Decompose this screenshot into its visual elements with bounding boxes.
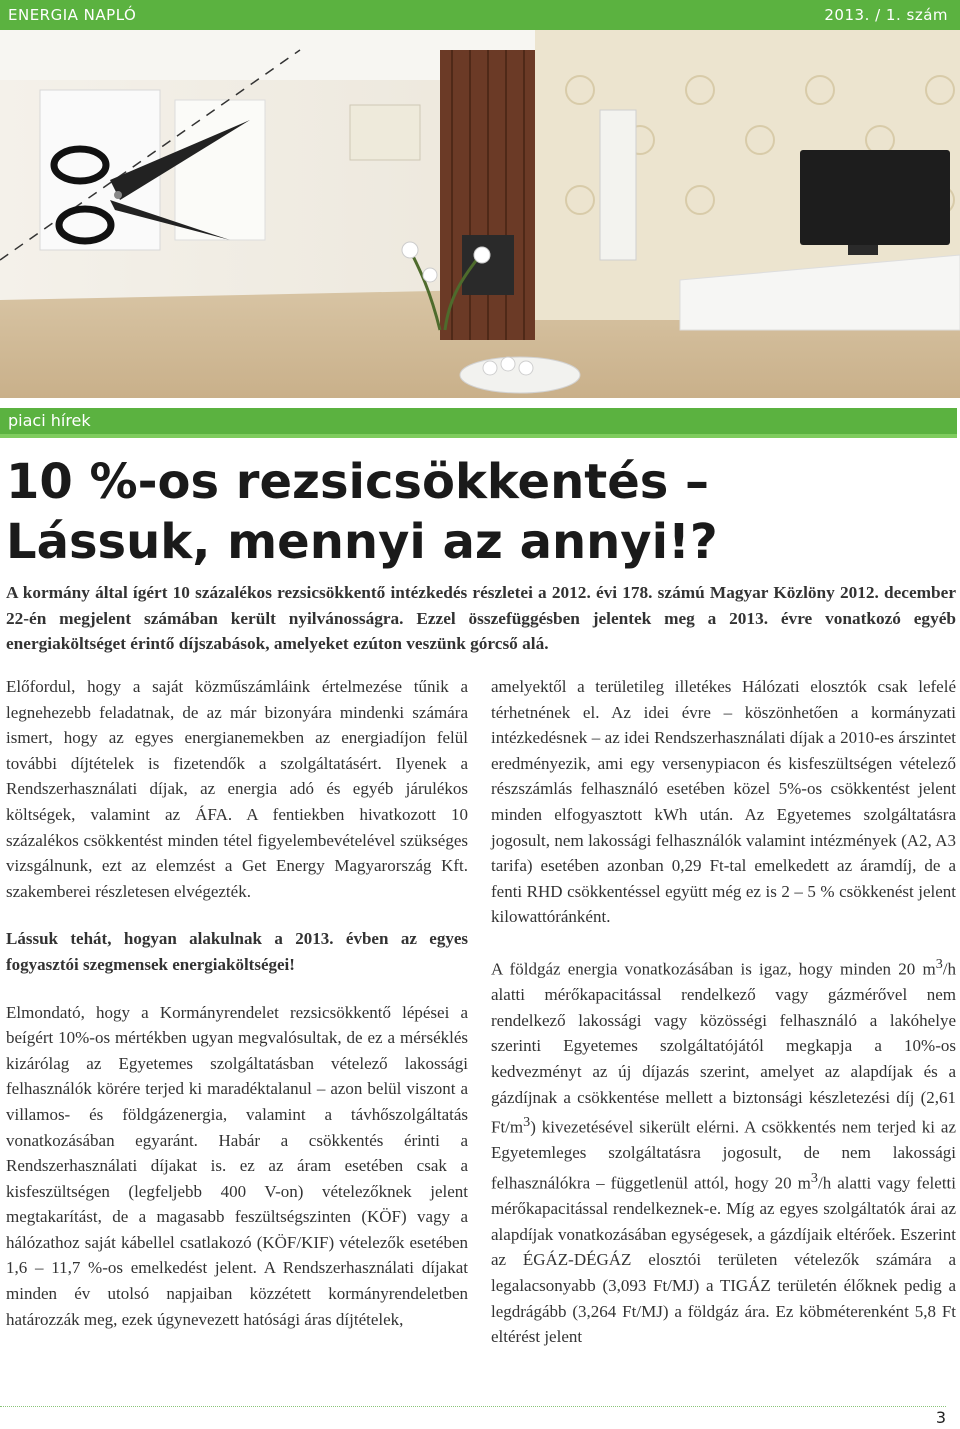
- paragraph: Elmondató, hogy a Kormányrendelet rezsicsökkentő lépései a beígért 10%-os mértékben ugyan megvalósultak, de ez a mérséklés kizárólag az Egyetemes szolgáltatásban vételező lakossági felhasználók körére terjed ki maradéktalanul – azon belül viszont a villamos- és földgázenergia, valamint a távhőszolgáltatás vonatkozásában egyaránt. Habár a csökkentés érinti a Rendszerhasználati díjakat is. ez az áram esetében csak a kisfeszültségen (legfeljebb 400 V-on) vételezőknek jelent megtakarítást, de a magasabb feszültségszinten (KÖF) vagy a hálózathoz saját kábellel csatlakozó (KÖF/KIF) vételezők esetében 1,6 – 11,7 %-os emelkedést jelent. A Rendszerhasználati díjakat minden év utolsó napjaiban közzétett kormányrendeletben határozzák meg, ezek úgynevezett hatósági áras díjtételek,: [6, 1002, 468, 1329]
- title-line-1: 10 %-os rezsicsökkentés –: [6, 454, 710, 510]
- magazine-name: ENERGIA NAPLÓ: [8, 6, 137, 24]
- paragraph: amelyektől a területileg illetékes Hálózati elosztók csak lefelé térhetnének el. Az idei évre – köszönhetően a kormányzati intézkedésnek – az idei Rendszerhasználati díjak a 2010-es árszintet eredményezik, ami egy versenypiacon és kisfeszültségen vételező részszámlás felhasználó esetében közel 5%-os csökkentést jelent minden elfogyasztott kWh után. Az Egyetemes szolgáltatásra jogosult, nem lakossági felhasználók valamint intézmények (A2, A3 tarifa) esetében azonban 0,29 Ft-tal emelkedett az áramdíj, de a fenti RHD csökkentéssel együtt még ez is 2 – 5 % csökkenést jelent kilowattóránként.: [491, 677, 956, 927]
- title-line-2: Lássuk, mennyi az annyi!?: [6, 514, 718, 570]
- subheading: Lássuk tehát, hogyan alakulnak a 2013. évben az egyes fogyasztói szegmensek energiaköltségei!: [6, 929, 468, 974]
- superscript: 3: [810, 1170, 818, 1186]
- paragraph: Előfordul, hogy a saját közműszámláink értelmezése tűnik a legnehezebb feladatnak, de az már bizonyára mindenki számára ismert, hogy az egyes energianemekben az energiadíjon felül további díjtételek is fizetendők a szolgáltatásért. Ilyenek a Rendszerhasználati díjak, az energia adó és egyéb járulékos költségek, valamint az ÁFA. A fentiekben hivatkozott 10 százalékos csökkentést minden tétel figyelembevételével szükséges vizsgálnunk, ezt az elemzést a Get Energy Magyarország Kft. szakemberei részletesen elvégezték.: [6, 677, 468, 901]
- text-run: ) kivezetésével sikerült elérni. A csökkentés nem terjed ki az Egyetemleges szolgáltatásra jogosult, de nem lakossági felhasználókra – függetlenül attól, hogy 20 m: [491, 1117, 956, 1193]
- text-run: A földgáz energia vonatkozásában is igaz, hogy minden 20 m: [491, 959, 936, 979]
- right-column: [491, 674, 956, 1350]
- article-title: [6, 452, 946, 572]
- paragraph: [491, 952, 956, 1350]
- page-number: 3: [935, 1408, 946, 1427]
- header-bar: [0, 0, 960, 30]
- living-room-photo: [0, 30, 960, 398]
- section-label: piaci hírek: [8, 411, 91, 430]
- text-run: /h alatti mérőkapacitással rendelkező vagy gázmérővel nem rendelkező lakossági vagy közösségi felhasználó a lakóhelye szerinti Egyetemes szolgáltatójától megkapja a 10%-os kedvezményt az új díjazás szerint, amelyet az alapdíjak és a gázdíjnak a csökkentése mellett a biztonsági készletezési díj (2,61 Ft/m: [491, 959, 956, 1137]
- left-column: [6, 674, 468, 1332]
- superscript: 3: [523, 1114, 531, 1131]
- living-room-illustration: [0, 30, 960, 398]
- section-label-bar: [0, 408, 957, 438]
- article-lead: A kormány által ígért 10 százalékos rezsicsökkentő intézkedés részletei a 2012. évi 178. számú Magyar Közlöny 2012. december 22-én megjelent számában került nyilvánosságra. Ezzel összefüggésben jelentek meg a 2013. évre vonatkozó egyéb energiaköltséget érintő díjszabások, amelyeket ezúton veszünk górcső alá.: [6, 583, 956, 653]
- footer-divider: [0, 1406, 946, 1408]
- superscript: 3: [935, 955, 943, 972]
- text-run: /h alatti vagy feletti mérőkapacitással rendelkeznek-e. Míg az egyes szolgáltatók árai az alapdíjak vonatkozásában egységesek, a gázdíjaik eltérőek. Eszerint az ÉGÁZ-DÉGÁZ elosztói területen vételezők számára a legalacsonyabb (3,093 Ft/MJ) a TIGÁZ területén élőknek pedig a legdrágább (3,264 Ft/MJ) a földgáz ára. Ez köbméterenként 5,8 Ft eltérést jelent: [491, 1173, 956, 1347]
- issue-number: 2013. / 1. szám: [824, 6, 948, 24]
